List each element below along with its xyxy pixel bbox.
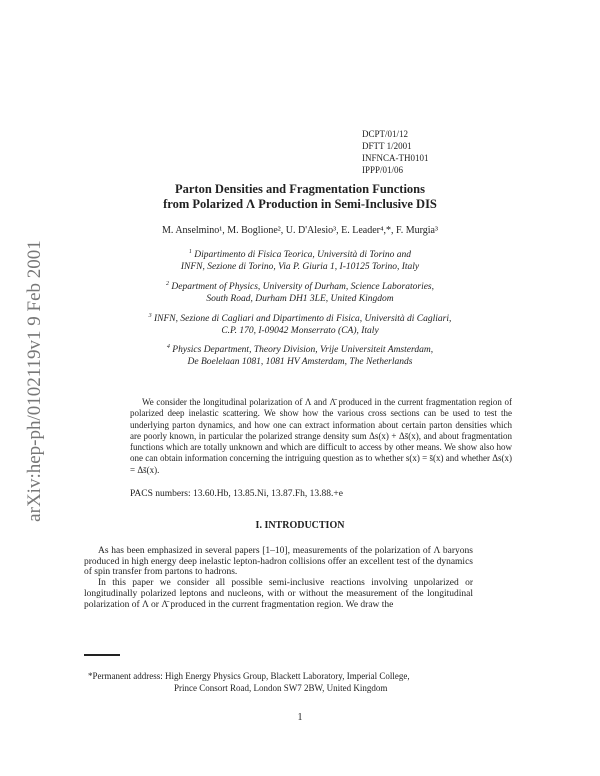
footnote-rule — [84, 654, 120, 656]
affiliation: $^3$ INFN, Sezione di Cagliari and Dipartimento di Fisica, Università di Cagliari, C.P. 170, I-09042 Monserrato (CA), Italy — [148, 313, 452, 337]
footnote-line: Prince Consort Road, London SW7 2BW, United Kingdom — [174, 683, 388, 693]
body-flow — [84, 397, 512, 610]
arxiv-stamp: arXiv:hep-ph/0102119v1 9 Feb 2001 — [24, 240, 45, 522]
paragraph: As has been emphasized in several papers [1–10], measurements of the polarization of Λ baryons produced in high energy deep inelastic lepton-hadron collisions offer an excellent test of the dynamics of spin transfer from partons to hadrons. — [84, 546, 473, 578]
footnote — [88, 670, 488, 694]
paper-title — [0, 182, 600, 212]
paragraph: In this paper we consider all possible semi-inclusive reactions involving unpolarized or longitudinally polarized leptons and nucleons, with or without the measurement of the longitudinal polarization of Λ or Λ̄ produced in the current fragmentation region. We draw the — [84, 578, 473, 610]
title-line: from Polarized Λ Production in Semi-Inclusive DIS — [163, 197, 437, 211]
report-number: IPPP/01/06 — [362, 165, 404, 175]
affiliation: $^2$ Department of Physics, University of Durham, Science Laboratories, South Road, Durham DH1 3LE, United Kingdom — [166, 281, 434, 305]
report-numbers — [362, 128, 429, 176]
footnote-line: *Permanent address: High Energy Physics Group, Blackett Laboratory, Imperial College, — [88, 671, 410, 681]
page-number: 1 — [297, 712, 303, 723]
report-number: DFTT 1/2001 — [362, 141, 412, 151]
report-number: DCPT/01/12 — [362, 129, 409, 139]
affiliation: $^4$ Physics Department, Theory Division, Vrije Universiteit Amsterdam, De Boelelaan 1081, 1081 HV Amsterdam, The Netherlands — [166, 344, 434, 368]
introduction-text — [84, 546, 473, 610]
affiliation: $^1$ Dipartimento di Fisica Teorica, Università di Torino and INFN, Sezione di Torino, Via P. Giuria 1, I-10125 Torino, Italy — [180, 249, 420, 273]
report-number: INFNCA-TH0101 — [362, 153, 429, 163]
abstract: We consider the longitudinal polarization of Λ and Λ̄ produced in the current fragmentation region of polarized deep inelastic scattering. We show how the various cross sections can be used to test the underlying parton dynamics, and how one can extract information about certain parton densities which are poorly known, in particular the polarized strange density sum Δs(x) + Δs̄(x), and about fragmentation functions which are totally unknown and which are difficult to access by other means. We show also how one can obtain information concerning the intriguing question as to whether s(x) = s̄(x) and whether Δs(x) = Δs̄(x). — [130, 397, 512, 475]
title-line: Parton Densities and Fragmentation Functions — [175, 182, 425, 196]
authors: M. Anselmino¹, M. Boglione², U. D'Alesio³, E. Leader⁴,*, F. Murgia³ — [162, 225, 438, 236]
pacs-numbers: PACS numbers: 13.60.Hb, 13.85.Ni, 13.87.Fh, 13.88.+e — [130, 489, 343, 500]
section-heading: I. INTRODUCTION — [255, 520, 345, 532]
